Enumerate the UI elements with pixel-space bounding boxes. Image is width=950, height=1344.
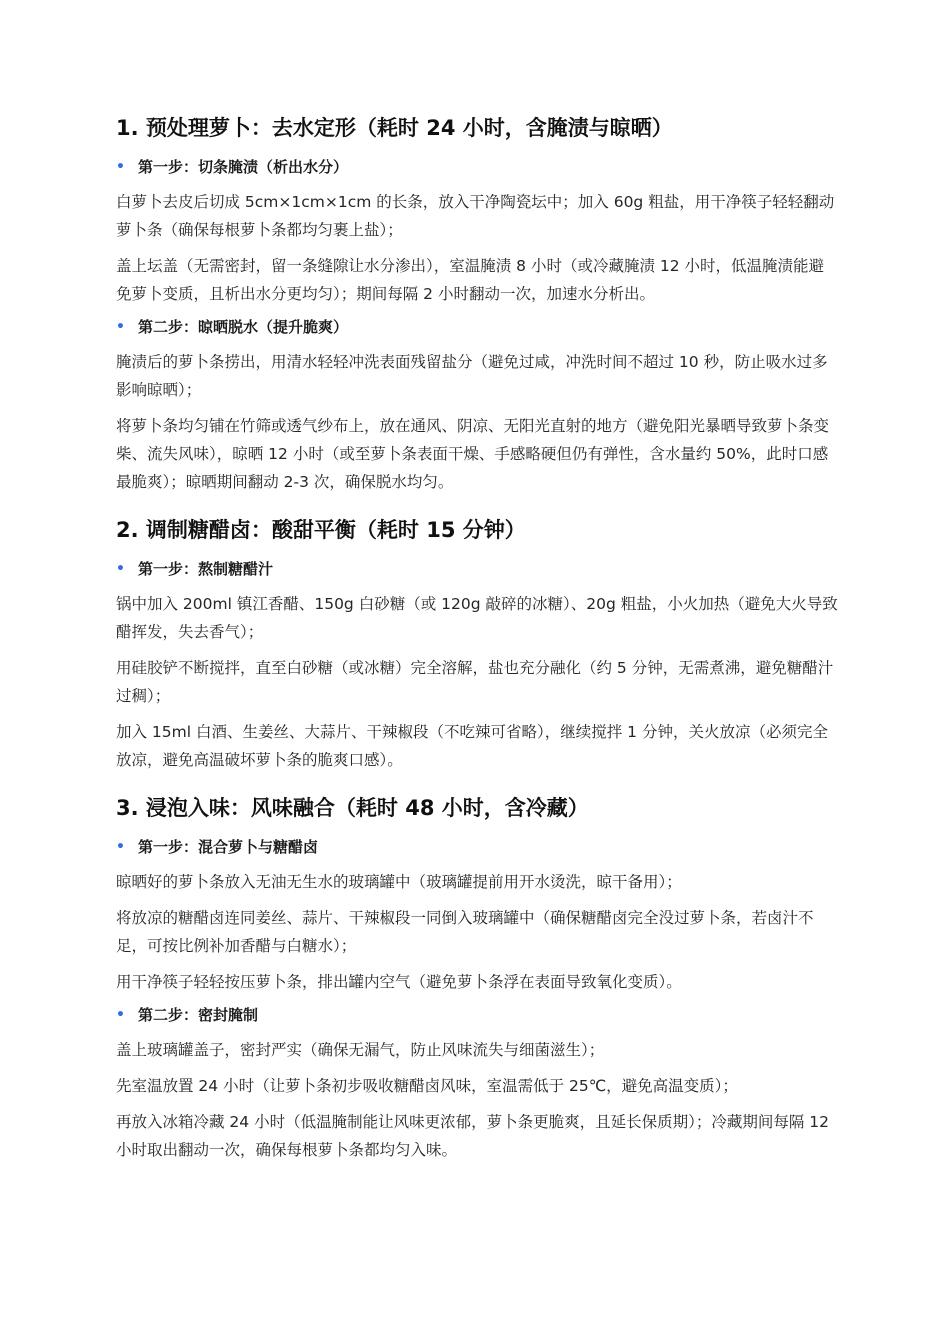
section-1 [116,112,838,496]
step-label: 第一步：混合萝卜与糖醋卤 [138,838,319,856]
step-label: 第二步：晾晒脱水（提升脆爽） [138,318,349,336]
bullet-dot-icon: • [116,561,125,577]
section-title: 2. 调制糖醋卤：酸甜平衡（耗时 15 分钟） [116,518,526,542]
paragraph: 盖上坛盖（无需密封，留一条缝隙让水分渗出），室温腌渍 8 小时（或冷藏腌渍 12 小时，低温腌渍能避免萝卜变质，且析出水分更均匀）；期间每隔 2 小时翻动一次，加速水分析出。 [116,257,825,303]
step-heading [116,1004,838,1026]
bullet-dot-icon: • [116,159,125,175]
paragraph: 盖上玻璃罐盖子，密封严实（确保无漏气，防止风味流失与细菌滋生）； [116,1041,605,1059]
paragraph: 白萝卜去皮后切成 5cm×1cm×1cm 的长条，放入干净陶瓷坛中；加入 60g 粗盐，用干净筷子轻轻翻动萝卜条（确保每根萝卜条都均匀裹上盐）； [116,193,835,239]
paragraph: 加入 15ml 白酒、生姜丝、大蒜片、干辣椒段（不吃辣可省略），继续搅拌 1 分钟，关火放凉（必须完全放凉，避免高温破坏萝卜条的脆爽口感）。 [116,723,828,769]
paragraph: 将萝卜条均匀铺在竹筛或透气纱布上，放在通风、阴凉、无阳光直射的地方（避免阳光暴晒导致萝卜条变柴、流失风味），晾晒 12 小时（或至萝卜条表面干燥、手感略硬但仍有弹性，含水量约 50%，此时口感最脆爽）；晾晒期间翻动 2-3 次，确保脱水均匀。 [116,417,830,491]
section-title: 3. 浸泡入味：风味融合（耗时 48 小时，含冷藏） [116,796,589,820]
section-2 [116,514,838,774]
bullet-dot-icon: • [116,839,125,855]
paragraph: 晾晒好的萝卜条放入无油无生水的玻璃罐中（玻璃罐提前用开水烫洗，晾干备用）； [116,873,682,891]
paragraph: 将放凉的糖醋卤连同姜丝、蒜片、干辣椒段一同倒入玻璃罐中（确保糖醋卤完全没过萝卜条，若卤汁不足，可按比例补加香醋与白糖水）； [116,909,814,955]
paragraph: 用干净筷子轻轻按压萝卜条，排出罐内空气（避免萝卜条浮在表面导致氧化变质）。 [116,973,682,991]
step-heading [116,156,838,178]
step-label: 第二步：密封腌制 [138,1006,259,1024]
step-label: 第一步：切条腌渍（析出水分） [138,158,349,176]
step-label: 第一步：熬制糖醋汁 [138,560,274,578]
step-heading [116,316,838,338]
paragraph: 再放入冰箱冷藏 24 小时（低温腌制能让风味更浓郁，萝卜条更脆爽，且延长保质期）；冷藏期间每隔 12 小时取出翻动一次，确保每根萝卜条都均匀入味。 [116,1113,829,1159]
paragraph: 锅中加入 200ml 镇江香醋、150g 白砂糖（或 120g 敲碎的冰糖）、20g 粗盐，小火加热（避免大火导致醋挥发，失去香气）； [116,595,838,641]
paragraph: 先室温放置 24 小时（让萝卜条初步吸收糖醋卤风味，室温需低于 25℃，避免高温变质）； [116,1077,738,1095]
step-heading [116,836,838,858]
bullet-dot-icon: • [116,1007,125,1023]
step-heading [116,558,838,580]
document-page [116,112,838,1172]
section-title: 1. 预处理萝卜：去水定形（耗时 24 小时，含腌渍与晾晒） [116,116,673,140]
paragraph: 腌渍后的萝卜条捞出，用清水轻轻冲洗表面残留盐分（避免过咸，冲洗时间不超过 10 秒，防止吸水过多影响晾晒）； [116,353,828,399]
section-3 [116,792,838,1164]
bullet-dot-icon: • [116,319,125,335]
paragraph: 用硅胶铲不断搅拌，直至白砂糖（或冰糖）完全溶解，盐也充分融化（约 5 分钟，无需煮沸，避免糖醋汁过稠）； [116,659,834,705]
